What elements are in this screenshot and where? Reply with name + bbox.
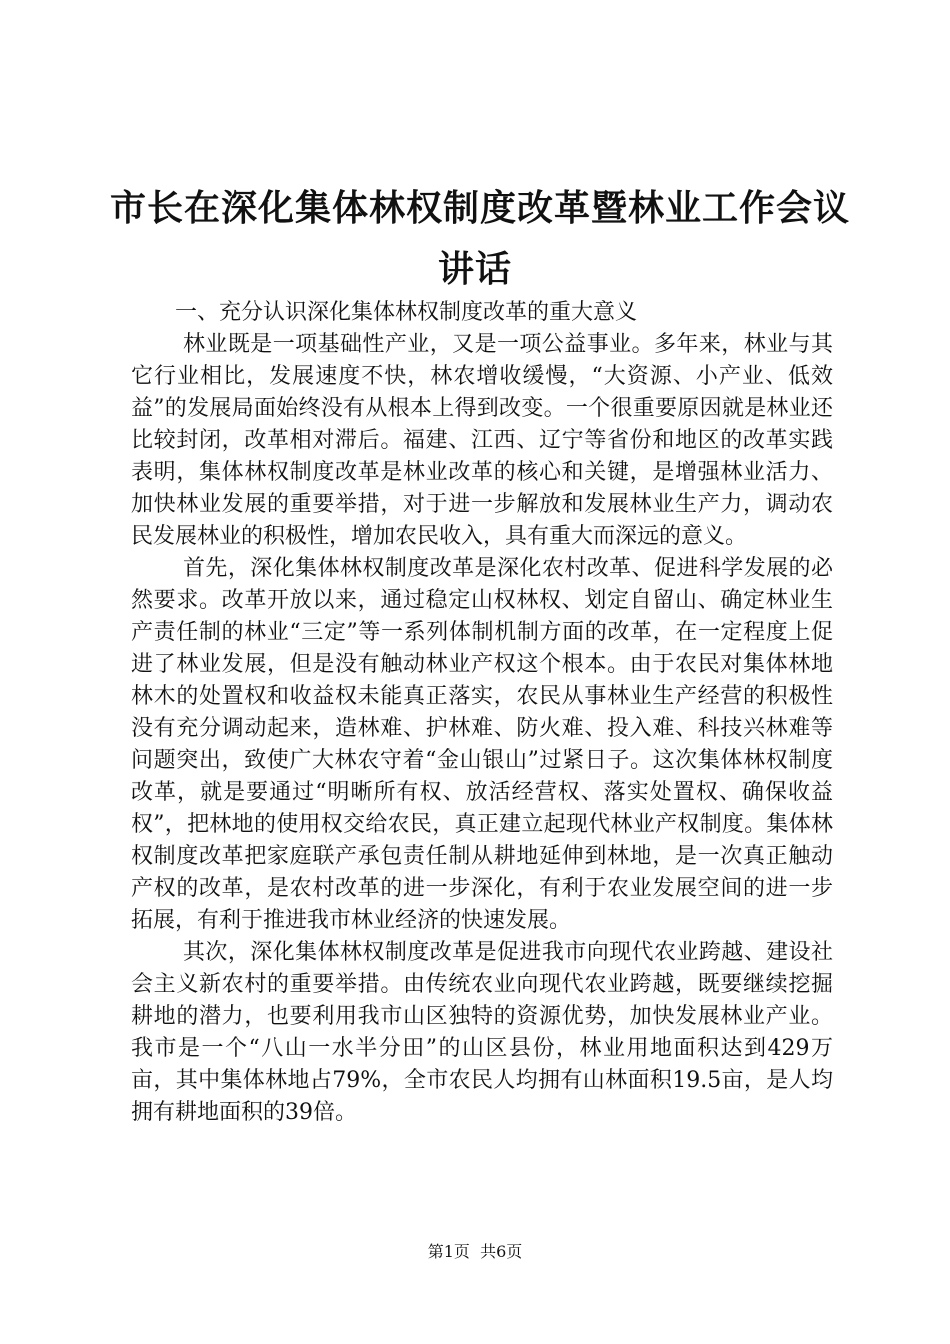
document-title-line-2: 讲话 [437, 248, 512, 290]
section-heading: 一、充分认识深化集体林权制度改革的重大意义 [175, 300, 638, 325]
paragraph-1: 林业既是一项基础性产业，又是一项公益事业。多年来，林业与其它行业相比，发展速度不快，林农增收缓慢，“大资源、小产业、低效益”的发展局面始终没有从根本上得到改变。一个很重要原因就是林业还比较封闭，改革相对滞后。福建、江西、辽宁等省份和地区的改革实践表明，集体林权制度改革是林业改革的核心和关键，是增强林业活力、加快林业发展的重要举措，对于进一步解放和发展林业生产力，调动农民发展林业的积极性，增加农民收入，具有重大而深远的意义。 [131, 332, 833, 549]
page-footer: 第1页 共6页 [427, 1242, 523, 1261]
document-title-line-1: 市长在深化集体林权制度改革暨林业工作会议 [110, 187, 851, 229]
document-body [131, 297, 833, 1129]
paragraph-3: 其次，深化集体林权制度改革是促进我市向现代农业跨越、建设社会主义新农村的重要举措。由传统农业向现代农业跨越，既要继续挖掘耕地的潜力，也要利用我市山区独特的资源优势，加快发展林业产业。我市是一个“八山一水半分田”的山区县份，林业用地面积达到429万亩，其中集体林地占79%，全市农民人均拥有山林面积19.5亩，是人均拥有耕地面积的39倍。 [131, 940, 833, 1125]
paragraph-2: 首先，深化集体林权制度改革是深化农村改革、促进科学发展的必然要求。改革开放以来，通过稳定山权林权、划定自留山、确定林业生产责任制的林业“三定”等一系列体制机制方面的改革，在一定程度上促进了林业发展，但是没有触动林业产权这个根本。由于农民对集体林地林木的处置权和收益权未能真正落实，农民从事林业生产经营的积极性没有充分调动起来，造林难、护林难、防火难、投入难、科技兴林难等问题突出，致使广大林农守着“金山银山”过紧日子。这次集体林权制度改革，就是要通过“明晰所有权、放活经营权、落实处置权、确保收益权”，把林地的使用权交给农民，真正建立起现代林业产权制度。集体林权制度改革把家庭联产承包责任制从耕地延伸到林地，是一次真正触动产权的改革，是农村改革的进一步深化，有利于农业发展空间的进一步拓展，有利于推进我市林业经济的快速发展。 [131, 556, 833, 933]
